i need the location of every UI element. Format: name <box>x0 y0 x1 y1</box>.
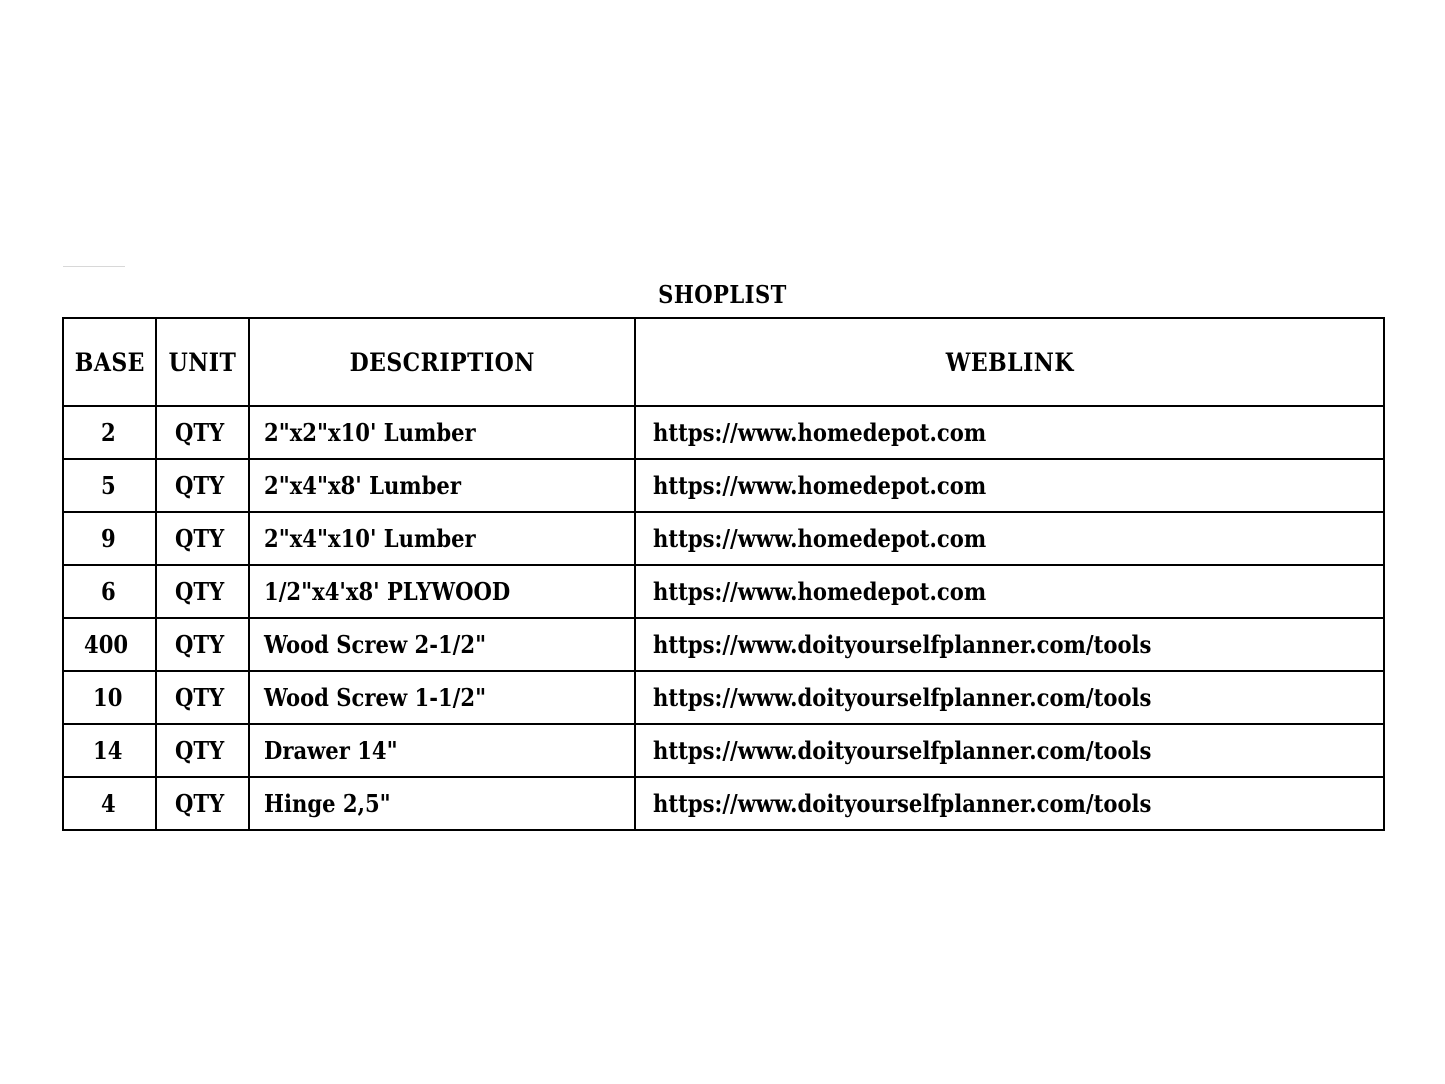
cell-description-text: 2"x4"x8' Lumber <box>264 471 461 500</box>
column-header-unit-label: UNIT <box>168 347 237 377</box>
cell-base-text: 4 <box>101 789 116 818</box>
cell-weblink-text: https://www.doityourselfplanner.com/tools <box>653 789 1152 818</box>
cell-base <box>63 618 156 671</box>
cell-base <box>63 406 156 459</box>
cell-weblink-text: https://www.doityourselfplanner.com/tools <box>653 683 1152 712</box>
cell-unit <box>156 618 249 671</box>
page-corner-mark <box>63 266 125 267</box>
cell-unit <box>156 459 249 512</box>
cell-unit-text: QTY <box>174 418 224 447</box>
cell-description-text: 2"x4"x10' Lumber <box>264 524 476 553</box>
cell-base <box>63 459 156 512</box>
table-header <box>63 318 1384 406</box>
cell-unit <box>156 406 249 459</box>
column-header-base <box>63 318 156 406</box>
cell-description <box>249 777 635 830</box>
cell-base <box>63 565 156 618</box>
cell-weblink[interactable] <box>635 406 1384 459</box>
cell-base-text: 10 <box>92 683 123 712</box>
cell-description <box>249 671 635 724</box>
cell-unit <box>156 512 249 565</box>
column-header-description-label: DESCRIPTION <box>349 347 535 377</box>
table-row <box>63 512 1384 565</box>
cell-unit-text: QTY <box>174 524 224 553</box>
cell-description-text: Hinge 2,5" <box>264 789 391 818</box>
cell-unit <box>156 724 249 777</box>
cell-description-text: Wood Screw 1-1/2" <box>264 683 487 712</box>
cell-weblink-text: https://www.homedepot.com <box>653 471 987 500</box>
page-title-text: SHOPLIST <box>658 280 787 309</box>
cell-unit <box>156 777 249 830</box>
cell-weblink[interactable] <box>635 724 1384 777</box>
cell-weblink[interactable] <box>635 777 1384 830</box>
cell-description <box>249 618 635 671</box>
cell-description-text: 1/2"x4'x8' PLYWOOD <box>264 577 511 606</box>
cell-description-text: Drawer 14" <box>264 736 398 765</box>
shoplist-table <box>62 317 1385 831</box>
table-row <box>63 724 1384 777</box>
cell-unit-text: QTY <box>174 630 224 659</box>
cell-description <box>249 406 635 459</box>
table-row <box>63 406 1384 459</box>
cell-unit-text: QTY <box>174 683 224 712</box>
cell-base <box>63 777 156 830</box>
cell-weblink-text: https://www.homedepot.com <box>653 577 987 606</box>
cell-base <box>63 724 156 777</box>
table-row <box>63 565 1384 618</box>
cell-base-text: 400 <box>84 630 129 659</box>
cell-weblink-text: https://www.homedepot.com <box>653 524 987 553</box>
cell-base <box>63 512 156 565</box>
cell-description-text: Wood Screw 2-1/2" <box>264 630 487 659</box>
cell-base-text: 14 <box>92 736 123 765</box>
table-header-row <box>63 318 1384 406</box>
cell-weblink-text: https://www.doityourselfplanner.com/tools <box>653 630 1152 659</box>
table-row <box>63 459 1384 512</box>
cell-description-text: 2"x2"x10' Lumber <box>264 418 476 447</box>
cell-unit <box>156 565 249 618</box>
table-body <box>63 406 1384 830</box>
cell-unit-text: QTY <box>174 471 224 500</box>
cell-weblink[interactable] <box>635 565 1384 618</box>
cell-description <box>249 512 635 565</box>
cell-weblink[interactable] <box>635 512 1384 565</box>
column-header-weblink <box>635 318 1384 406</box>
cell-unit-text: QTY <box>174 577 224 606</box>
table-row <box>63 618 1384 671</box>
cell-description <box>249 459 635 512</box>
column-header-description <box>249 318 635 406</box>
cell-weblink[interactable] <box>635 618 1384 671</box>
table-row <box>63 777 1384 830</box>
page-title <box>87 280 1359 309</box>
table-row <box>63 671 1384 724</box>
cell-unit <box>156 671 249 724</box>
column-header-base-label: BASE <box>74 347 145 377</box>
cell-unit-text: QTY <box>174 736 224 765</box>
cell-description <box>249 565 635 618</box>
cell-description <box>249 724 635 777</box>
column-header-unit <box>156 318 249 406</box>
cell-unit-text: QTY <box>174 789 224 818</box>
cell-weblink-text: https://www.homedepot.com <box>653 418 987 447</box>
cell-base-text: 9 <box>101 524 116 553</box>
cell-weblink[interactable] <box>635 459 1384 512</box>
column-header-weblink-label: WEBLINK <box>945 347 1074 377</box>
cell-weblink[interactable] <box>635 671 1384 724</box>
cell-base-text: 6 <box>101 577 116 606</box>
cell-base <box>63 671 156 724</box>
cell-base-text: 5 <box>101 471 116 500</box>
cell-base-text: 2 <box>101 418 116 447</box>
cell-weblink-text: https://www.doityourselfplanner.com/tools <box>653 736 1152 765</box>
